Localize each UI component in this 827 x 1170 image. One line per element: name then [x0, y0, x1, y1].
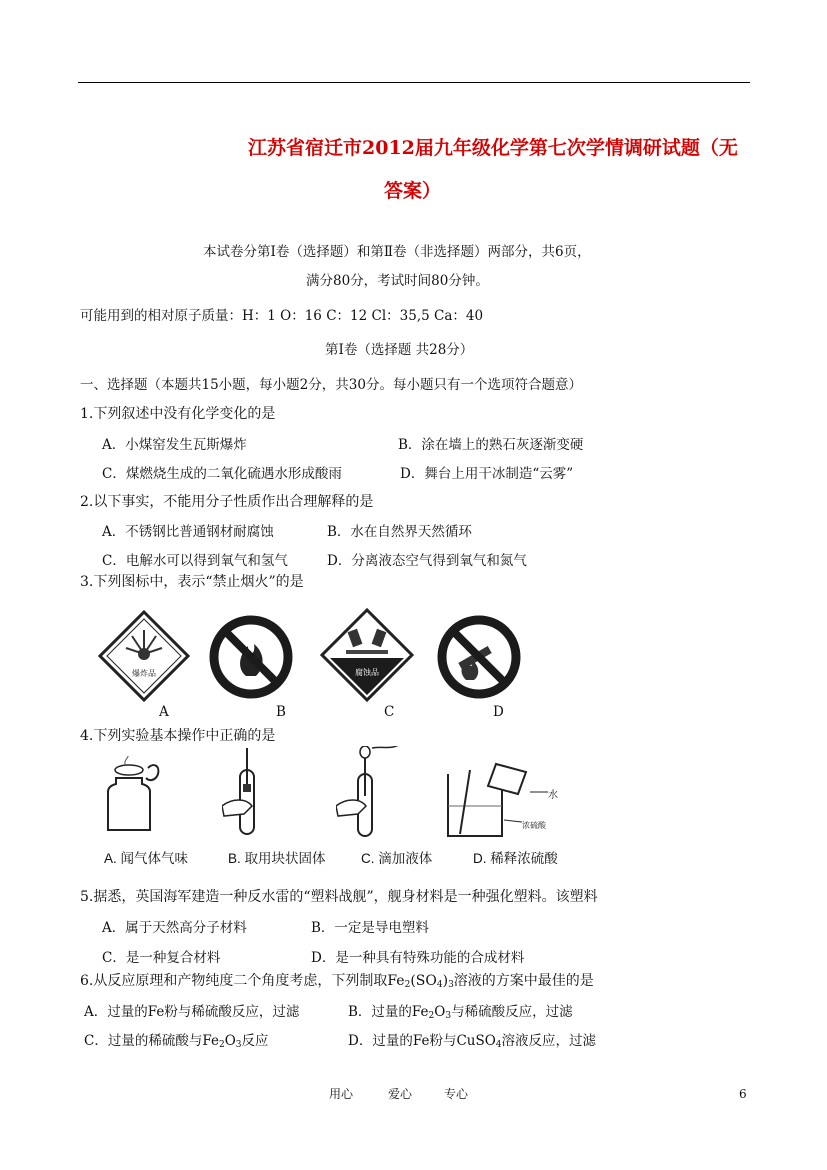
q4-caption-b: B. 取用块状固体 [228, 851, 326, 866]
no-open-flame-sign-icon [208, 614, 294, 700]
take-solid-diagram-icon [222, 748, 276, 838]
section1-heading: 一、选择题（本题共15小题，每小题2分，共30分。每小题只有一个选项符合题意） [80, 377, 582, 393]
q4-caption-a: A. 闻气体气味 [104, 851, 189, 866]
q4-caption-c: C. 滴加液体 [361, 851, 433, 866]
add-liquid-diagram-icon [336, 746, 406, 838]
explosive-sign-text: 爆炸品 [132, 669, 156, 678]
smell-gas-diagram-icon [96, 756, 170, 834]
q2-stem: 2.以下事实，不能用分子性质作出合理解释的是 [80, 494, 374, 510]
q1-option-d: D．舞台上用干冰制造“云雾” [400, 466, 574, 482]
q2-option-a: A．不锈钢比普通钢材耐腐蚀 [102, 524, 274, 540]
header-rule [78, 82, 750, 83]
q6-option-a: A．过量的Fe粉与稀硫酸反应，过滤 [84, 1004, 300, 1020]
footer-slogan-2: 爱心 [388, 1087, 413, 1101]
intro-line1: 本试卷分第Ⅰ卷（选择题）和第Ⅱ卷（非选择题）两部分，共6页， [203, 244, 591, 260]
q4-stem: 4.下列实验基本操作中正确的是 [80, 728, 276, 744]
q2-option-c: C．电解水可以得到氧气和氢气 [102, 553, 288, 569]
q5-option-b: B．一定是导电塑料 [311, 920, 429, 936]
q4-caption-d: D. 稀释浓硫酸 [473, 851, 558, 866]
footer-slogan-1: 用心 [329, 1087, 354, 1101]
corrosive-sign-icon [320, 608, 414, 702]
doc-title-line1: 江苏省宿迁市2012届九年级化学第七次学情调研试题（无 [248, 137, 738, 159]
q3-label-b: B [276, 704, 286, 720]
q2-option-d: D．分离液态空气得到氧气和氮气 [327, 553, 527, 569]
q6-option-d: D．过量的Fe粉与CuSO$_4$溶液反应，过滤 [348, 1033, 597, 1050]
q5-stem: 5.据悉，英国海军建造一种反水雷的“塑料战舰”，舰身材料是一种强化塑料。该塑料 [80, 889, 598, 905]
q5-option-a: A．属于天然高分子材料 [102, 920, 247, 936]
footer-slogan-3: 专心 [444, 1087, 469, 1101]
doc-title-line2: 答案） [384, 180, 442, 202]
q1-option-c: C．煤燃烧生成的二氧化硫遇水形成酸雨 [102, 466, 342, 482]
water-label: 水 [548, 790, 558, 801]
acid-label: 浓硫酸 [522, 821, 546, 830]
dilute-acid-diagram-icon [430, 760, 566, 840]
page-number: 6 [739, 1087, 747, 1101]
q6-stem: 6.从反应原理和产物纯度二个角度考虑，下列制取$Fe_2(SO_4)_3$溶液的方案中最佳的是 [80, 973, 594, 990]
explosive-sign-icon [98, 610, 190, 702]
atomic-masses: 可能用到的相对原子质量：H：1 O：16 C：12 Cl：35,5 Ca：40 [80, 308, 484, 324]
intro-line2: 满分80分，考试时间80分钟。 [306, 273, 489, 289]
q6-option-c: C．过量的稀硫酸与$Fe_2O_3$反应 [84, 1033, 269, 1050]
q3-label-c: C [384, 704, 395, 720]
q3-label-d: D [493, 704, 504, 720]
q5-option-c: C．是一种复合材料 [102, 950, 221, 966]
part1-heading: 第Ⅰ卷（选择题 共28分） [325, 342, 474, 358]
q3-label-a: A [159, 704, 169, 720]
q1-stem: 1.下列叙述中没有化学变化的是 [80, 406, 276, 422]
q3-stem: 3.下列图标中，表示“禁止烟火”的是 [80, 574, 304, 590]
q5-option-d: D．是一种具有特殊功能的合成材料 [311, 950, 525, 966]
corrosive-sign-text: 腐蚀品 [355, 668, 379, 677]
q2-option-b: B．水在自然界天然循环 [327, 524, 472, 540]
q1-option-b: B．涂在墙上的熟石灰逐渐变硬 [398, 437, 584, 453]
q1-option-a: A．小煤窑发生瓦斯爆炸 [102, 437, 247, 453]
no-smoking-sign-icon [436, 614, 522, 700]
q6-option-b: B．过量的$Fe_2O_3$与稀硫酸反应，过滤 [348, 1004, 573, 1021]
